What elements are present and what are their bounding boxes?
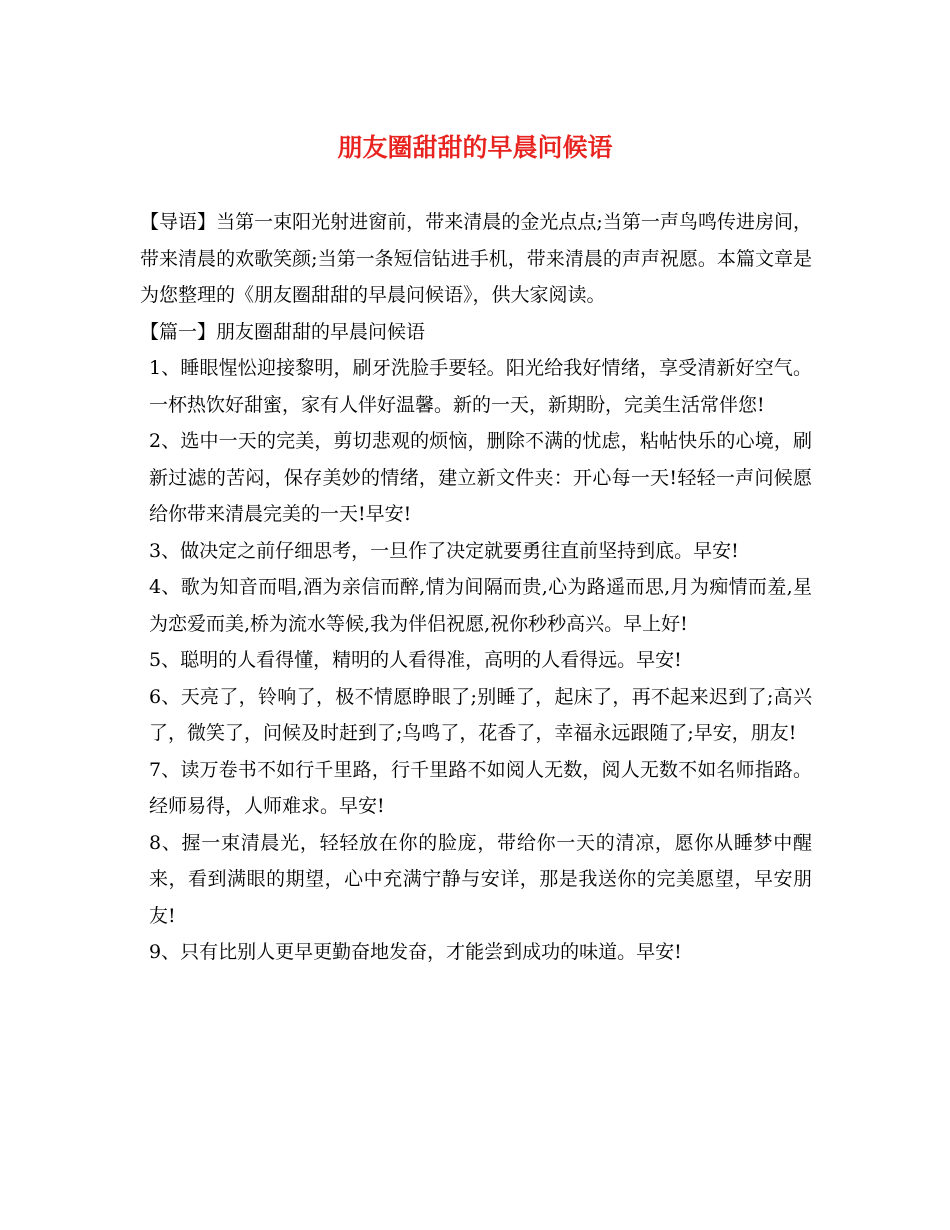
list-item: 3、做决定之前仔细思考，一旦作了决定就要勇往直前坚持到底。早安!: [149, 539, 739, 562]
list-item: 2、选中一天的完美，剪切悲观的烦恼，删除不满的忧虑，粘帖快乐的心境，刷新过滤的苦闷，保存美妙的情绪，建立新文件夹：开心每一天!轻轻一声问候愿给你带来清晨完美的一天!早安!: [149, 430, 812, 525]
list-item: 8、握一束清晨光，轻轻放在你的脸庞，带给你一天的清凉，愿你从睡梦中醒来，看到满眼的期望，心中充满宁静与安详，那是我送你的完美愿望，早安朋友!: [149, 831, 812, 927]
document-body: [140, 204, 812, 971]
intro-paragraph: 【导语】当第一束阳光射进窗前，带来清晨的金光点点;当第一声鸟鸣传进房间，带来清晨的欢歌笑颜;当第一条短信钻进手机，带来清晨的声声祝愿。本篇文章是为您整理的《朋友圈甜甜的早晨问候语》，供大家阅读。: [140, 211, 812, 306]
list-item: 7、读万卷书不如行千里路，行千里路不如阅人无数，阅人无数不如名师指路。经师易得，人师难求。早安!: [149, 758, 812, 817]
list-item: 9、只有比别人更早更勤奋地发奋，才能尝到成功的味道。早安!: [149, 941, 682, 963]
list-item: 6、天亮了，铃响了，极不情愿睁眼了;别睡了，起床了，再不起来迟到了;高兴了，微笑了，问候及时赶到了;鸟鸣了，花香了，幸福永远跟随了;早安，朋友!: [149, 685, 812, 744]
section-heading: 【篇一】朋友圈甜甜的早晨问候语: [140, 320, 426, 343]
list-item: 5、聪明的人看得懂，精明的人看得准，高明的人看得远。早安!: [149, 649, 682, 671]
document-title: 朋友圈甜甜的早晨问候语: [337, 133, 613, 162]
list-item: 4、歌为知音而唱,酒为亲信而醉,情为间隔而贵,心为路遥而思,月为痴情而羞,星为恋爱而美,桥为流水等候,我为伴侣祝愿,祝你秒秒高兴。早上好!: [149, 576, 812, 635]
list-item: 1、睡眼惺忪迎接黎明，刷牙洗脸手要轻。阳光给我好情绪，享受清新好空气。一杯热饮好甜蜜，家有人伴好温馨。新的一天，新期盼，完美生活常伴您!: [149, 357, 812, 416]
